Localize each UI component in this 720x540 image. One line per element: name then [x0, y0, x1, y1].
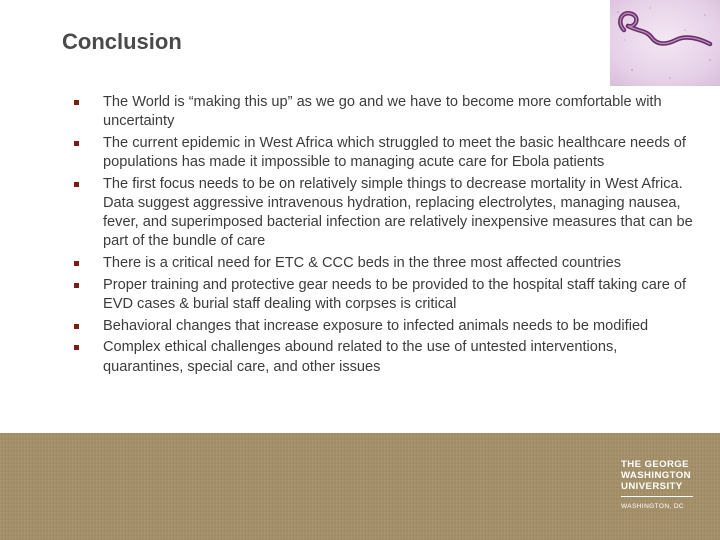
bullet-item [74, 175, 699, 252]
logo-line-2: WASHINGTON [621, 470, 691, 482]
bullet-marker-icon [74, 100, 79, 105]
bullet-text: Proper training and protective gear needs to be provided to the hospital staff taking care of EVD cases & burial staff dealing with corpses is critical [103, 276, 687, 313]
logo-divider [621, 496, 693, 497]
bullet-text: The first focus needs to be on relatively simple things to decrease mortality in West Africa. Data suggest aggressive intravenous hydration, replacing electrolytes, managing nausea, fever, and superimposed bacterial infection are relatively inexpensive measures that can be part of the bundle of care [103, 175, 693, 250]
bullet-marker-icon [74, 283, 79, 288]
bullet-text: Behavioral changes that increase exposure to infected animals needs to be modified [103, 317, 649, 334]
logo-location: WASHINGTON, DC [621, 502, 685, 510]
bullet-item [74, 93, 699, 131]
bullet-item [74, 338, 699, 376]
university-logo [621, 459, 693, 511]
logo-line-3: UNIVERSITY [621, 481, 683, 493]
bullet-text: There is a critical need for ETC & CCC beds in the three most affected countries [103, 255, 622, 272]
bullet-text: Complex ethical challenges abound related to the use of untested interventions, quarantines, special care, and other issues [103, 339, 618, 375]
footer-band [0, 433, 720, 540]
ebola-virus-image [610, 0, 720, 86]
bullet-marker-icon [74, 182, 79, 187]
bullet-marker-icon [74, 141, 79, 146]
bullet-text: The current epidemic in West Africa which struggled to meet the basic healthcare needs of populations has made it impossible to managing acute care for Ebola patients [103, 134, 686, 171]
bullet-marker-icon [74, 324, 79, 329]
bullet-item [74, 134, 699, 172]
bullet-item [74, 317, 699, 336]
bullet-marker-icon [74, 261, 79, 266]
bullet-list [74, 93, 699, 379]
bullet-item [74, 276, 699, 314]
logo-line-1: THE GEORGE [621, 459, 689, 470]
bullet-item [74, 254, 699, 273]
bullet-text: The World is “making this up” as we go and we have to become more comfortable with uncertainty [103, 94, 662, 130]
slide-title: Conclusion [62, 29, 182, 54]
bullet-marker-icon [74, 345, 79, 350]
